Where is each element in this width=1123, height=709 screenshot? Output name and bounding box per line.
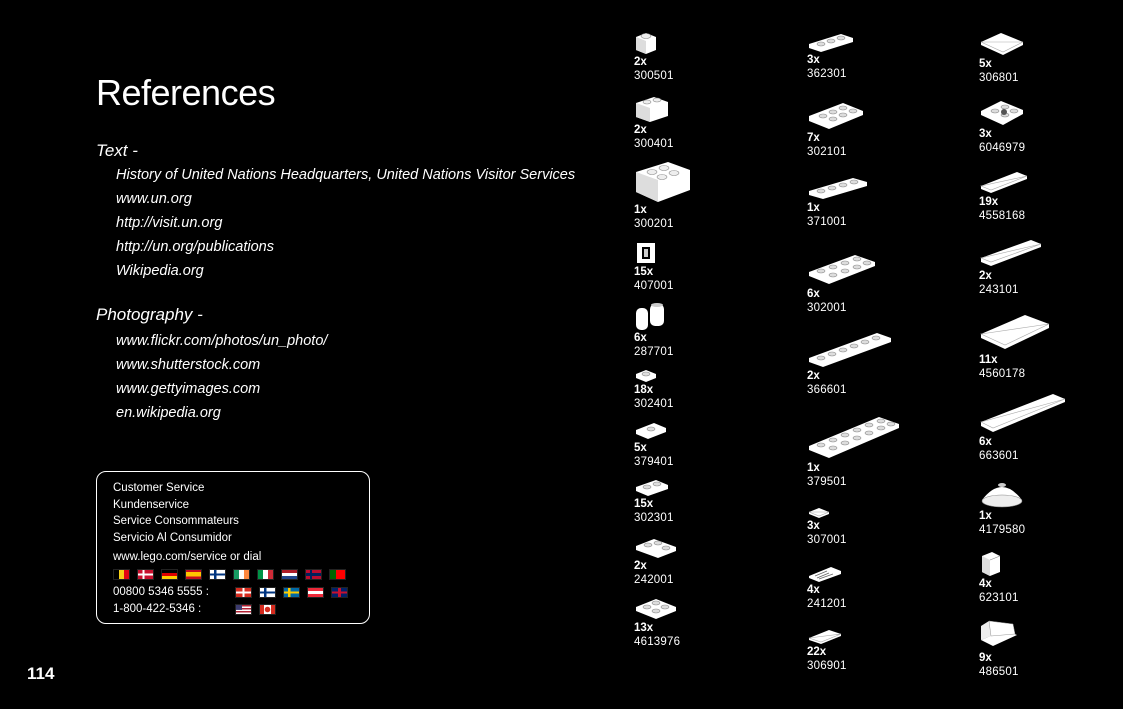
finland-flag: [209, 569, 226, 580]
part-id: 623101: [979, 591, 1019, 604]
plate-1x2-icon: [634, 478, 670, 498]
part-item: [634, 302, 674, 359]
tile-1x4-icon: [979, 170, 1029, 196]
tile-1x4b-icon: [979, 238, 1043, 270]
part-item: [807, 414, 901, 489]
tile-1x1-icon: [807, 506, 831, 520]
part-item: [807, 564, 847, 611]
plate-jumper-icon: [634, 420, 668, 442]
part-id: 306801: [979, 71, 1019, 84]
part-quantity: 5x: [979, 58, 992, 70]
part-id: 300501: [634, 69, 674, 82]
part-id: 306901: [807, 659, 847, 672]
grille-tile-icon: [807, 564, 843, 584]
part-item: [634, 30, 674, 83]
part-id: 371001: [807, 215, 847, 228]
norway-flag: [305, 569, 322, 580]
plate-2x4-icon: [807, 252, 877, 288]
brick-1x1-icon: [634, 30, 658, 56]
portugal-flag: [329, 569, 346, 580]
part-item: [807, 252, 877, 315]
part-quantity: 2x: [634, 560, 647, 572]
phone-row-eu: [113, 584, 369, 601]
part-quantity: 2x: [634, 124, 647, 136]
eu-flags-row: [113, 566, 369, 584]
part-quantity: 3x: [807, 520, 820, 532]
part-quantity: 4x: [979, 578, 992, 590]
part-id: 302001: [807, 301, 847, 314]
part-id: 242001: [634, 573, 674, 586]
dish-icon: [979, 476, 1025, 510]
slope-panel-icon: [979, 550, 1003, 578]
part-id: 302301: [634, 511, 674, 524]
part-quantity: 19x: [979, 196, 999, 208]
part-quantity: 2x: [807, 370, 820, 382]
part-quantity: 7x: [807, 132, 820, 144]
part-item: [979, 30, 1025, 85]
phone-number-eu[interactable]: 00800 5346 5555 :: [113, 585, 209, 598]
cs-line: Customer Service: [113, 482, 205, 494]
part-item: [979, 618, 1019, 679]
cs-line: Servicio Al Consumidor: [113, 531, 232, 544]
part-id: 287701: [634, 345, 674, 358]
page-number: 114: [27, 664, 55, 683]
part-quantity: 1x: [979, 510, 992, 522]
part-id: 300401: [634, 137, 674, 150]
part-id: 407001: [634, 279, 674, 292]
tile-1x6-icon: [979, 392, 1067, 436]
phone-number-us[interactable]: 1-800-422-5346 :: [113, 602, 202, 615]
tile-1x2-icon: [807, 628, 843, 646]
part-item: [634, 478, 674, 525]
part-quantity: 5x: [634, 442, 647, 454]
part-id: 486501: [979, 665, 1019, 678]
part-quantity: 2x: [979, 270, 992, 282]
plate-1x3-icon: [807, 32, 855, 54]
part-quantity: 18x: [634, 384, 654, 396]
part-id: 302401: [634, 397, 674, 410]
netherlands-flag: [281, 569, 298, 580]
photography-section-heading: Photography -: [96, 305, 203, 324]
photo-reference-item: www.flickr.com/photos/un_photo/: [116, 333, 328, 349]
plate-2x2-icon: [634, 596, 678, 622]
text-reference-item: http://visit.un.org: [116, 215, 223, 231]
part-quantity: 6x: [807, 288, 820, 300]
part-item: [807, 628, 847, 673]
spain-flag: [185, 569, 202, 580]
part-id: 4558168: [979, 209, 1026, 222]
panel-icon: [979, 618, 1019, 652]
finland-flag: [259, 587, 276, 598]
part-id: 4560178: [979, 367, 1026, 380]
part-quantity: 1x: [634, 204, 647, 216]
part-id: 243101: [979, 283, 1019, 296]
part-item: [807, 330, 893, 397]
part-item: [634, 240, 674, 293]
part-item: [979, 238, 1043, 297]
customer-service-box: [96, 471, 370, 624]
photo-reference-item: en.wikipedia.org: [116, 405, 221, 421]
ireland-flag: [233, 569, 250, 580]
page-title: References: [96, 72, 276, 113]
germany-flag: [161, 569, 178, 580]
text-reference-item: www.un.org: [116, 191, 192, 207]
phone-row-us: [113, 601, 369, 618]
part-quantity: 22x: [807, 646, 827, 658]
part-item: [634, 368, 674, 411]
part-id: 379401: [634, 455, 674, 468]
part-id: 663601: [979, 449, 1019, 462]
brick-2x3-icon: [634, 160, 692, 204]
part-id: 307001: [807, 533, 847, 546]
part-quantity: 9x: [979, 652, 992, 664]
plate-2x6-icon: [807, 414, 901, 462]
part-item: [979, 476, 1025, 537]
cs-line: Kundenservice: [113, 498, 190, 511]
plate-1x6-icon: [807, 330, 893, 370]
part-item: [807, 176, 869, 229]
uk-flag: [331, 587, 348, 598]
part-item: [979, 550, 1019, 605]
photo-reference-item: www.shutterstock.com: [116, 357, 261, 373]
part-quantity: 6x: [979, 436, 992, 448]
text-reference-item: History of United Nations Headquarters, United Nations Visitor Services: [116, 167, 576, 183]
text-references-list: [116, 163, 575, 283]
text-reference-item: Wikipedia.org: [116, 263, 204, 279]
part-quantity: 15x: [634, 498, 654, 510]
sweden-flag: [283, 587, 300, 598]
plate-1x4-icon: [807, 176, 869, 202]
part-id: 6046979: [979, 141, 1026, 154]
part-quantity: 4x: [807, 584, 820, 596]
part-item: [634, 596, 680, 649]
plate-1x1-icon: [634, 368, 658, 384]
part-item: [979, 392, 1067, 463]
cs-line: Service Consommateurs: [113, 515, 239, 527]
part-id: 362301: [807, 67, 847, 80]
tile-2x2-icon: [979, 30, 1025, 58]
tile-2x4-icon: [979, 312, 1051, 354]
text-reference-item: http://un.org/publications: [116, 239, 274, 255]
brick-corner-icon: [634, 240, 658, 266]
text-section-heading: Text -: [96, 141, 138, 160]
part-id: 300201: [634, 217, 674, 230]
part-item: [979, 312, 1051, 381]
usa-flag: [235, 604, 252, 615]
plate-round-icon: [979, 98, 1025, 128]
part-item: [634, 536, 678, 587]
photo-references-list: [116, 329, 327, 425]
part-id: 302101: [807, 145, 847, 158]
part-quantity: 6x: [634, 332, 647, 344]
part-id: 241201: [807, 597, 847, 610]
brick-1x2-icon: [634, 94, 670, 124]
part-quantity: 15x: [634, 266, 654, 278]
austria-flag: [307, 587, 324, 598]
switzerland-flag: [235, 587, 252, 598]
belgium-flag: [113, 569, 130, 580]
part-quantity: 11x: [979, 354, 998, 366]
part-item: [807, 100, 865, 159]
italy-flag: [257, 569, 274, 580]
part-quantity: 1x: [807, 462, 820, 474]
brick-round-icon: [634, 302, 668, 332]
part-quantity: 13x: [634, 622, 654, 634]
part-item: [979, 170, 1029, 223]
part-item: [807, 32, 855, 81]
plate-corner-icon: [634, 536, 678, 560]
part-id: 379501: [807, 475, 847, 488]
denmark-flag: [137, 569, 154, 580]
part-item: [634, 160, 692, 231]
cs-service-link[interactable]: www.lego.com/service or dial: [113, 551, 262, 563]
part-item: [634, 94, 674, 151]
plate-2x3-icon: [807, 100, 865, 132]
part-id: 4613976: [634, 635, 681, 648]
part-quantity: 3x: [807, 54, 820, 66]
part-quantity: 1x: [807, 202, 820, 214]
part-item: [634, 420, 674, 469]
part-id: 4179580: [979, 523, 1026, 536]
part-id: 366601: [807, 383, 847, 396]
photo-reference-item: www.gettyimages.com: [116, 381, 261, 397]
canada-flag: [259, 604, 276, 615]
part-quantity: 2x: [634, 56, 647, 68]
part-item: [979, 98, 1025, 155]
part-item: [807, 506, 847, 547]
part-quantity: 3x: [979, 128, 992, 140]
